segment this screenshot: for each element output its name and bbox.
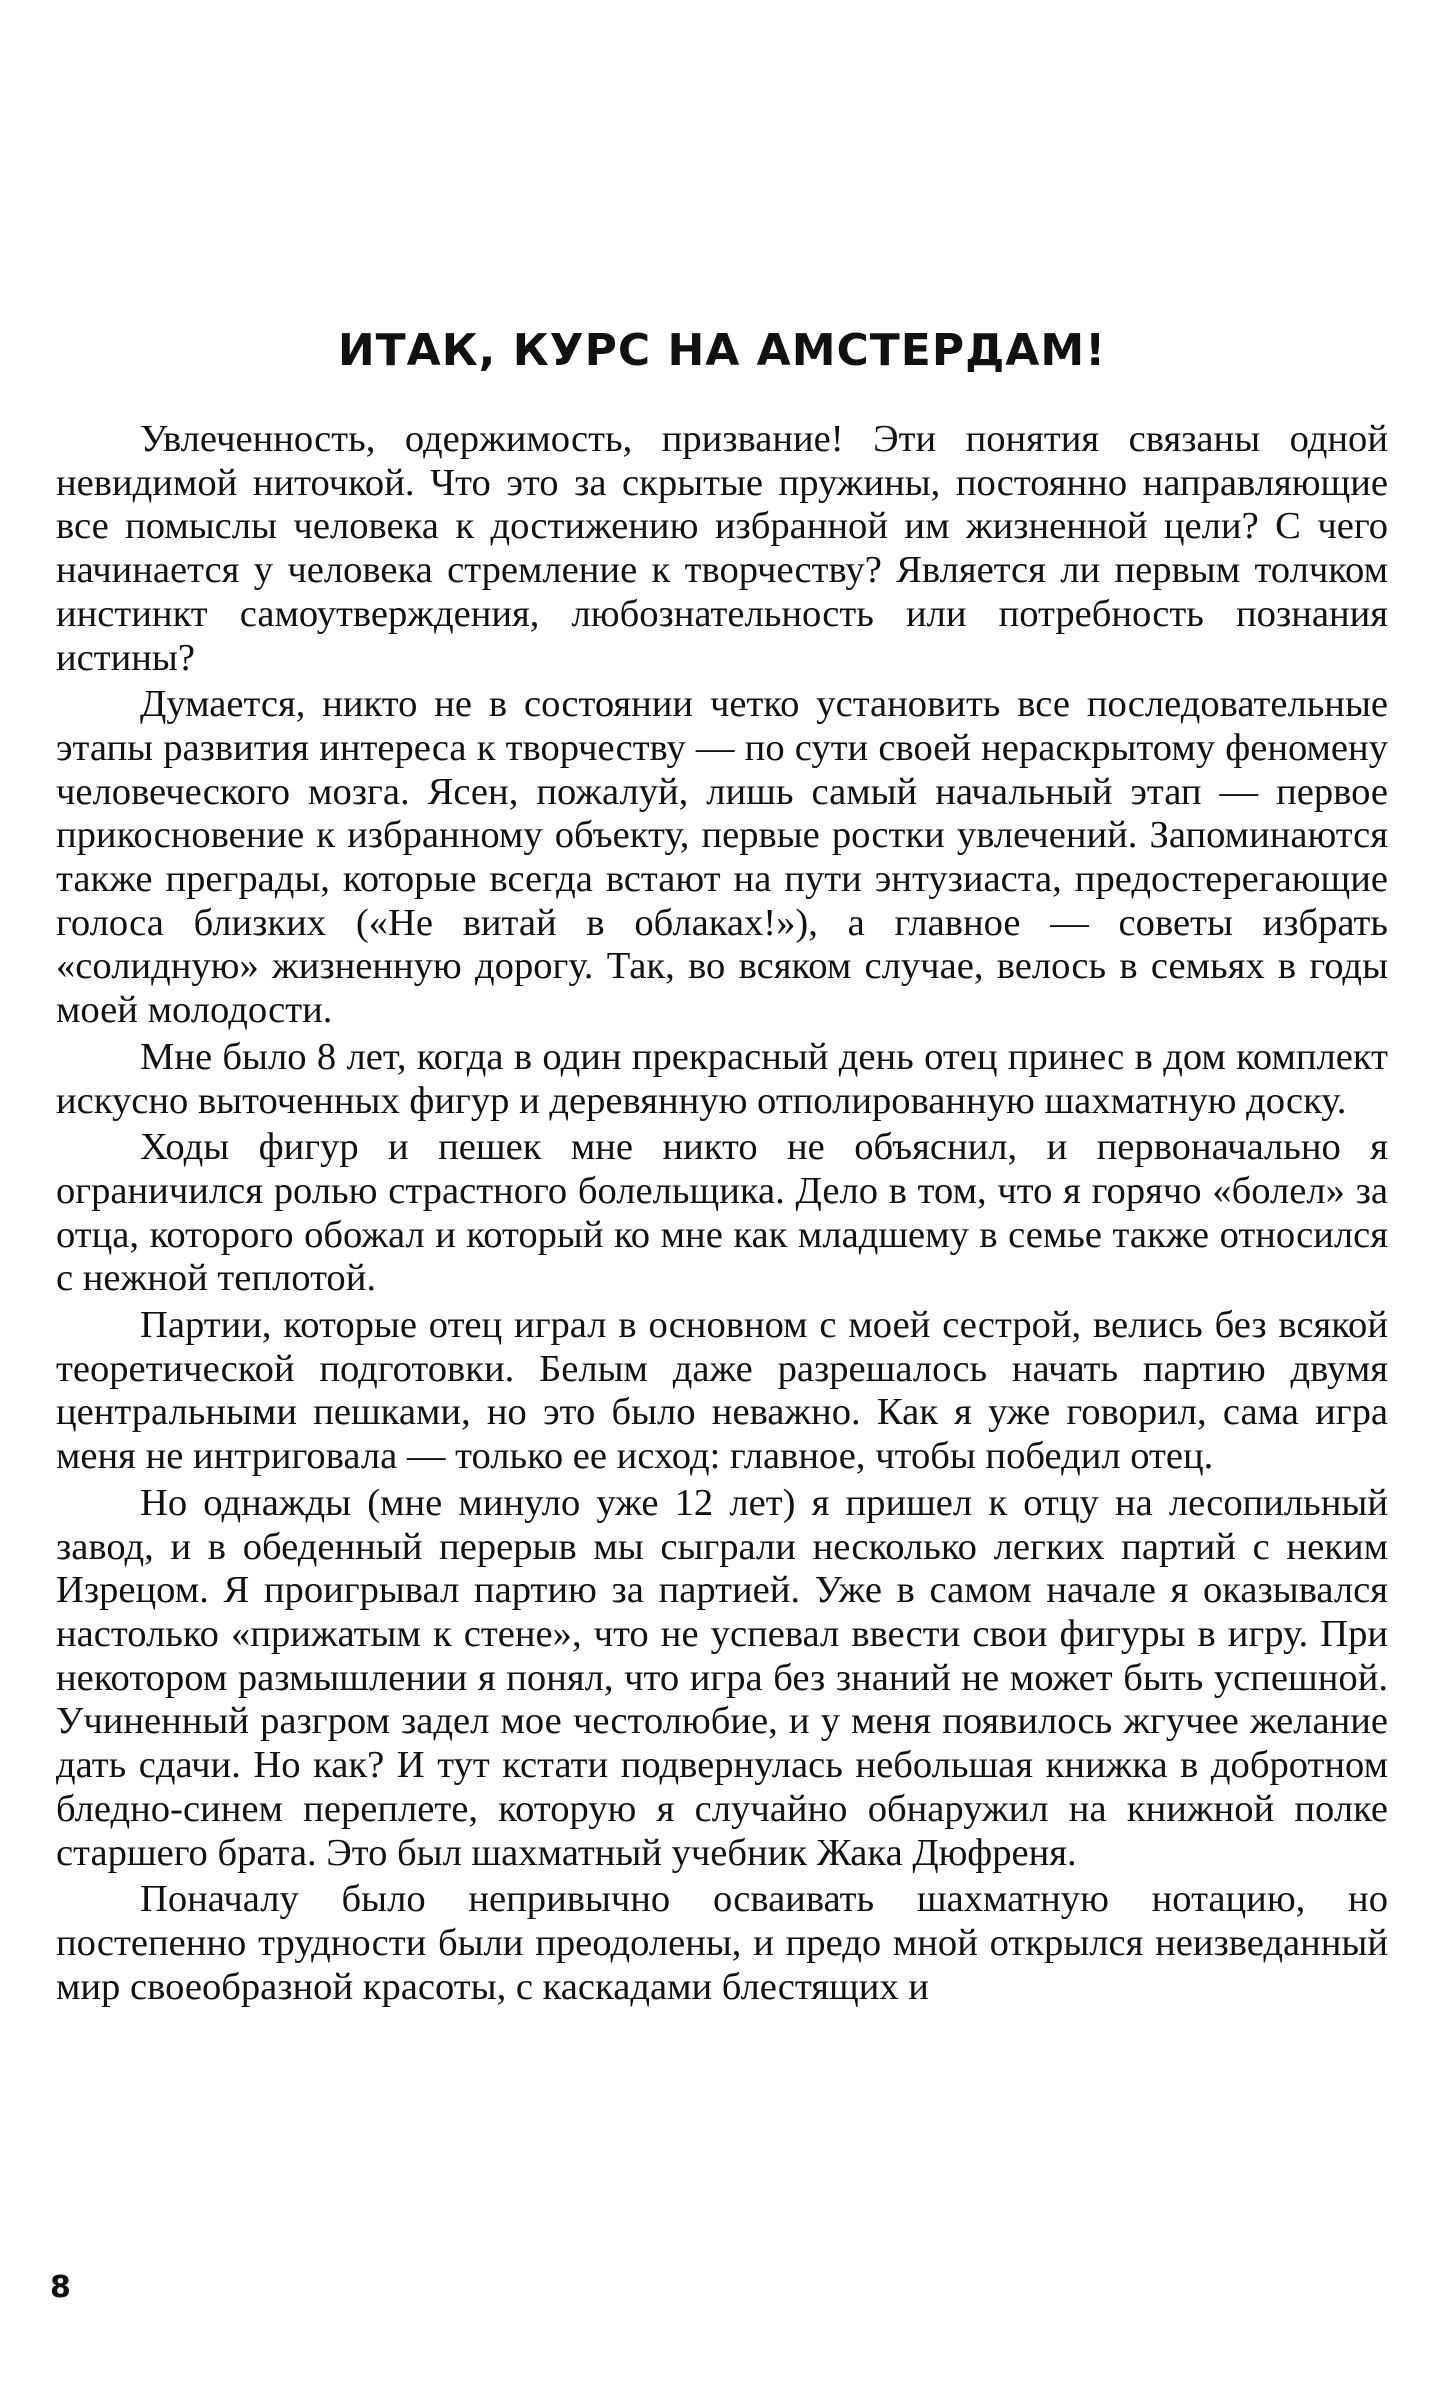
- chapter-title: ИТАК, КУРС НА АМСТЕРДАМ!: [337, 325, 1107, 376]
- paragraph: Партии, которые отец играл в основном с моей сестрой, велись без всякой теоретической подготовки. Белым даже разрешалось начать партию двумя центральными пешками, но это было неважно. Как я уже говорил, сама игра меня не интриговала — только ее исход: главное, чтобы победил отец.: [56, 1304, 1388, 1478]
- paragraph: Но однажды (мне минуло уже 12 лет) я пришел к отцу на лесопильный завод, и в обеденный перерыв мы сыграли несколько легких партий с неким Изрецом. Я проигрывал партию за партией. Уже в самом начале я оказывался настолько «прижатым к стене», что не успевал ввести свои фигуры в игру. При некотором размышлении я понял, что игра без знаний не может быть успешной. Учиненный разгром задел мое честолюбие, и у меня появилось жгучее желание дать сдачи. Но как? И тут кстати подвернулась небольшая книжка в добротном бледно-синем переплете, которую я случайно обнаружил на книжной полке старшего брата. Это был шахматный учебник Жака Дюфреня.: [56, 1481, 1388, 1874]
- paragraph: Поначалу было непривычно осваивать шахматную нотацию, но постепенно трудности были преодолены, и предо мной открылся неизведанный мир своеобразной красоты, с каскадами блестящих и: [56, 1878, 1388, 2008]
- paragraph: Ходы фигур и пешек мне никто не объяснил, и первоначально я ограничился ролью страстного болельщика. Дело в том, что я горячо «болел» за отца, которого обожал и который ко мне как младшему в семье также относился с нежной теплотой.: [56, 1126, 1388, 1300]
- paragraph: Увлеченность, одержимость, призвание! Эти понятия связаны одной невидимой ниточкой. Что это за скрытые пружины, постоянно направляющие все помыслы человека к достижению избранной им жизненной цели? С чего начинается у человека стремление к творчеству? Является ли первым толчком инстинкт самоутверждения, любознательность или потребность познания истины?: [56, 418, 1388, 679]
- body-text: [56, 418, 1388, 2012]
- paragraph: Мне было 8 лет, когда в один прекрасный день отец принес в дом комплект искусно выточенных фигур и деревянную отполированную шахматную доску.: [56, 1035, 1388, 1122]
- page-number: 8: [50, 2270, 71, 2305]
- paragraph: Думается, никто не в состоянии четко установить все последовательные этапы развития интереса к творчеству — по сути своей нераскрытому феномену человеческого мозга. Ясен, пожалуй, лишь самый начальный этап — первое прикосновение к избранному объекту, первые ростки увлечений. Запоминаются также преграды, которые всегда встают на пути энтузиаста, предостерегающие голоса близких («Не витай в облаках!»), а главное — советы избрать «солидную» жизненную дорогу. Так, во всяком случае, велось в семьях в годы моей молодости.: [56, 683, 1388, 1032]
